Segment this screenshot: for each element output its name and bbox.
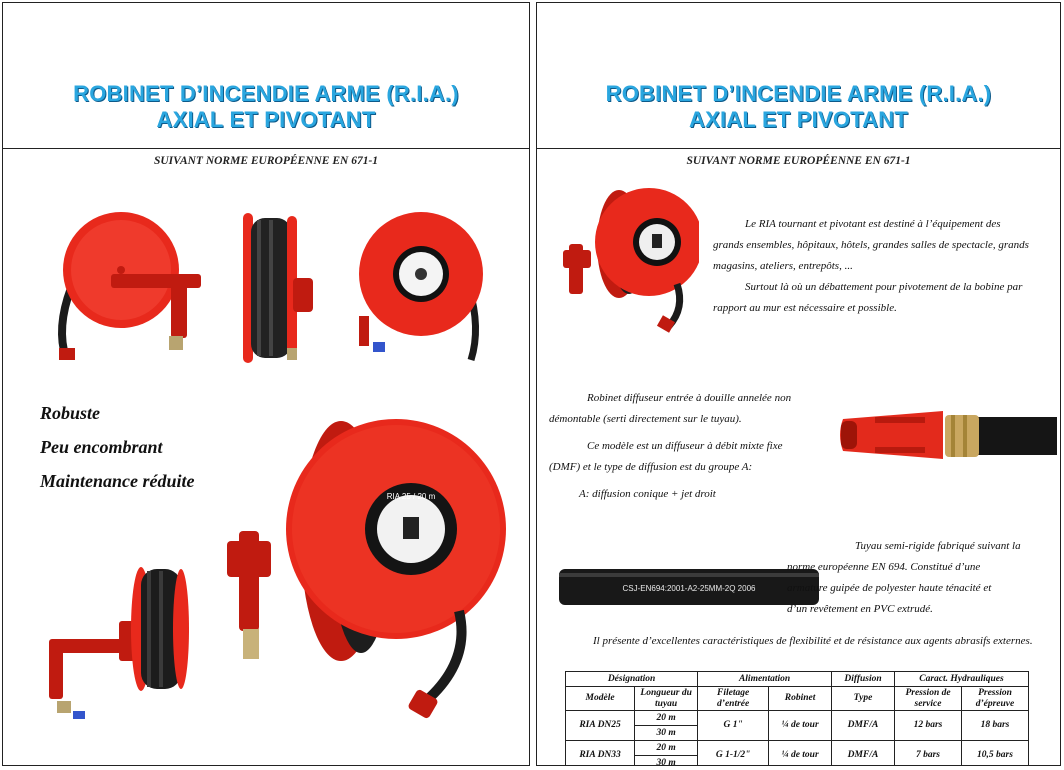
subheader-longueur: Longueur du tuyau — [635, 687, 698, 711]
diffuser-line: démontable (serti directement sur le tuyau). — [549, 413, 742, 425]
right-norme: SUIVANT NORME EUROPÉENNE EN 671-1 — [686, 155, 911, 167]
nozzle-image — [835, 399, 1057, 471]
feature-robuste: Robuste — [40, 403, 101, 423]
cell-robinet: ¼ de tour — [769, 741, 832, 767]
cell-epreuve: 18 bars — [962, 711, 1029, 741]
cell-epreuve: 10,5 bars — [962, 741, 1029, 767]
right-header — [537, 3, 1060, 149]
reel-small-image — [559, 188, 699, 338]
subheader-type: Type — [831, 687, 894, 711]
cell-type: DMF/A — [831, 741, 894, 767]
cell-longueur: 30 m — [635, 756, 698, 767]
cell-modele: RIA DN25 — [566, 711, 635, 741]
table-row — [566, 711, 1029, 726]
table-row — [566, 741, 1029, 756]
hose-paragraph — [787, 536, 1040, 620]
hose-line: norme européenne EN 694. Constitué d’une — [787, 561, 981, 573]
subheader-epreuve: Pression d’épreuve — [962, 687, 1029, 711]
reel-label: RIA 25 / 20 m — [386, 492, 436, 501]
header-diffusion: Diffusion — [831, 672, 894, 687]
reel-front-image — [51, 208, 211, 368]
reel-rear-image — [351, 208, 486, 368]
hose-line: Tuyau semi-rigide fabriqué suivant la — [855, 540, 1021, 552]
cell-type: DMF/A — [831, 711, 894, 741]
reel-large-image — [221, 411, 506, 729]
cell-longueur: 20 m — [635, 741, 698, 756]
cell-robinet: ¼ de tour — [769, 711, 832, 741]
right-page — [536, 2, 1061, 766]
left-header — [3, 3, 529, 149]
header-alimentation: Alimentation — [698, 672, 832, 687]
header-hydrauliques: Caract. Hydrauliques — [895, 672, 1029, 687]
reel-perspective-image — [45, 561, 195, 726]
cell-filetage: G 1-1/2" — [698, 741, 769, 767]
specs-table — [565, 671, 1029, 766]
cell-service: 7 bars — [895, 741, 962, 767]
hose-image — [559, 565, 819, 609]
feature-maintenance: Maintenance réduite — [40, 471, 195, 491]
subheader-filetage: Filetage d’entrée — [698, 687, 769, 711]
left-page — [2, 2, 530, 766]
diffuser-line: A: diffusion conique + jet droit — [579, 488, 716, 500]
hose-line: armature guipée de polyester haute ténacité et — [787, 582, 992, 594]
cell-modele: RIA DN33 — [566, 741, 635, 767]
cell-filetage: G 1" — [698, 711, 769, 741]
right-title-line2: AXIAL ET PIVOTANT — [689, 107, 908, 132]
header-designation: Désignation — [566, 672, 698, 687]
intro-paragraph — [713, 214, 1040, 319]
cell-longueur: 20 m — [635, 711, 698, 726]
hose-marking: CSJ-EN694:2001-A2-25MM-2Q 2006 — [622, 584, 756, 593]
intro-line: Le RIA tournant et pivotant est destiné à l’équipement des — [745, 218, 1001, 230]
diffuser-line: (DMF) et le type de diffusion est du groupe A: — [549, 461, 753, 473]
right-title-line1: ROBINET D’INCENDIE ARME (R.I.A.) — [605, 81, 992, 106]
feature-peu-encombrant: Peu encombrant — [40, 437, 163, 457]
right-title — [537, 81, 1060, 133]
diffuser-line: Robinet diffuseur entrée à douille annelée non — [587, 392, 792, 404]
intro-line: magasins, ateliers, entrepôts, ... — [713, 260, 853, 272]
subheader-modele: Modèle — [566, 687, 635, 711]
cell-service: 12 bars — [895, 711, 962, 741]
left-title-line1: ROBINET D’INCENDIE ARME (R.I.A.) — [73, 81, 459, 106]
diffuser-paragraph — [549, 388, 809, 505]
intro-line: grands ensembles, hôpitaux, hôtels, grandes salles de spectacle, grands — [713, 239, 1029, 251]
subheader-robinet: Robinet — [769, 687, 832, 711]
left-title — [3, 81, 529, 133]
left-title-line2: AXIAL ET PIVOTANT — [156, 107, 376, 132]
left-norme: SUIVANT NORME EUROPÉENNE EN 671-1 — [153, 155, 379, 167]
intro-line: Surtout là où un débattement pour pivotement de la bobine par — [745, 281, 1023, 293]
subheader-service: Pression de service — [895, 687, 962, 711]
cell-longueur: 30 m — [635, 726, 698, 741]
diffuser-line: Ce modèle est un diffuseur à débit mixte fixe — [587, 440, 783, 452]
reel-side-image — [235, 208, 325, 368]
summary-text: Il présente d’excellentes caractéristiques de flexibilité et de résistance aux agents abrasifs externes. — [593, 635, 1033, 647]
intro-line: rapport au mur est nécessaire et possible. — [713, 302, 897, 314]
hose-line: d’un revêtement en PVC extrudé. — [787, 603, 933, 615]
